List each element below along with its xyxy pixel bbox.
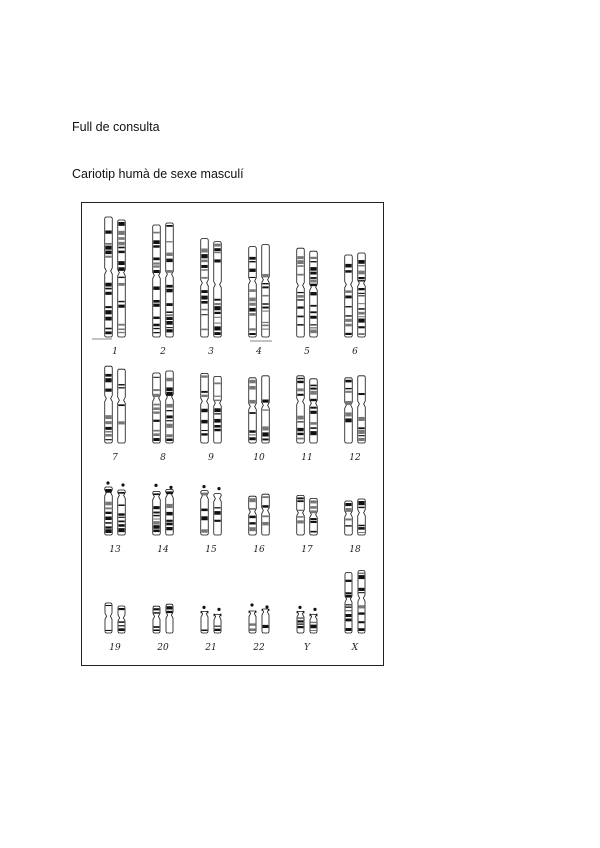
- chromosome-label: 9: [208, 453, 214, 463]
- chromosome-label: 22: [253, 643, 265, 653]
- chromosome-pair-12: [345, 376, 366, 443]
- chromosome-label: 12: [349, 453, 361, 463]
- chromosome-pair-9: [201, 373, 222, 443]
- chromosome-label: Y: [304, 643, 310, 653]
- chromosome-pair-5: [297, 248, 318, 337]
- karyotype-figure: [81, 202, 384, 666]
- chromosome-label: 17: [301, 545, 313, 555]
- chromosome-pair-10: [249, 376, 270, 443]
- chromosome-pair-22: [249, 603, 269, 633]
- chromosome-pair-11: [297, 376, 318, 443]
- chromosome-label: 7: [112, 453, 118, 463]
- chromosome-pair-1: [105, 217, 126, 337]
- chromosome-label: X: [351, 643, 359, 653]
- chromosome-label: 16: [253, 545, 265, 555]
- chromosome-pair-16: [249, 494, 270, 535]
- chromosome-pair-3: [201, 239, 222, 337]
- chromosome-label: 6: [352, 347, 358, 357]
- document-title: Full de consulta: [72, 120, 160, 134]
- chromosome-pair-21: [201, 606, 221, 633]
- chromosome-label: 4: [256, 347, 262, 357]
- chromosome-label: 13: [109, 545, 121, 555]
- chromosome-label: 11: [301, 453, 313, 463]
- chromosome-pair-15: [201, 485, 222, 535]
- chromosome-pair-7: [105, 366, 126, 443]
- chromosome-label: 19: [109, 643, 121, 653]
- chromosome-pair-8: [153, 371, 174, 443]
- chromosome-label: 15: [205, 545, 217, 555]
- chromosome-pair-4: [249, 245, 270, 337]
- chromosome-label: 5: [304, 347, 310, 357]
- karyotype-drawing: [82, 203, 385, 667]
- chromosome-label: 3: [208, 347, 214, 357]
- chromosome-pair-20: [153, 604, 173, 633]
- chromosome-pair-2: [153, 223, 174, 337]
- chromosome-label: 18: [349, 545, 361, 555]
- chromosome-pair-18: [345, 499, 366, 535]
- chromosome-label: 14: [157, 545, 169, 555]
- chromosome-label: 20: [157, 643, 169, 653]
- chromosome-label: 2: [160, 347, 166, 357]
- chromosome-label: 8: [160, 453, 166, 463]
- chromosome-label: 10: [253, 453, 265, 463]
- chromosome-pair-6: [345, 253, 366, 337]
- chromosome-pair-19: [105, 603, 125, 633]
- chromosome-pair-14: [153, 484, 174, 535]
- chromosome-label: 1: [112, 347, 118, 357]
- chromosome-label: 21: [205, 643, 217, 653]
- chromosome-pair-x: [345, 571, 365, 633]
- document-subtitle: Cariotip humà de sexe masculí: [72, 167, 244, 181]
- chromosome-pair-13: [105, 481, 126, 535]
- chromosome-pair-17: [297, 495, 318, 535]
- chromosome-pair-y: [297, 606, 317, 633]
